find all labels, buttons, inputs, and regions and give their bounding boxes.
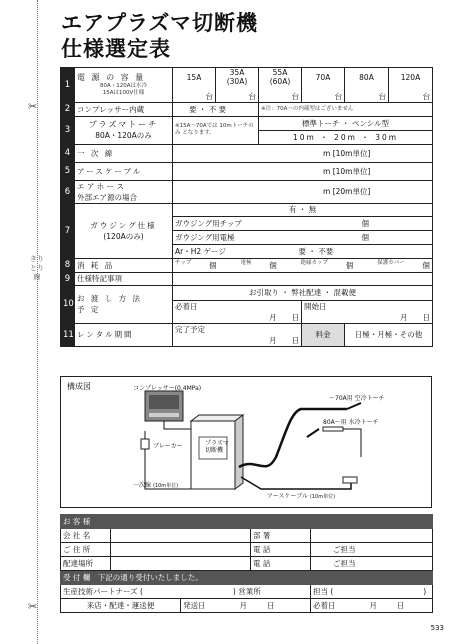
row-label: コンプレッサー内蔵 (75, 102, 173, 116)
spec-table (60, 67, 433, 347)
arrive-date-field[interactable]: 必着日 月 日 (311, 599, 433, 613)
start-date-field[interactable]: 開始日 月 日 (302, 300, 433, 323)
scissors-icon: ✂ (28, 100, 38, 113)
amp-15: 15A (173, 68, 216, 87)
row-label: アースケーブル (75, 162, 173, 180)
earth-cable-field[interactable]: m [10m単位] (173, 162, 433, 180)
dept-field[interactable] (311, 529, 433, 543)
page-number: 533 (430, 624, 444, 632)
row-label: プラズマトーチ 80A・120Aのみ (75, 116, 173, 144)
staff-field[interactable]: 担当 ( ) (311, 585, 433, 599)
row-number: 3 (61, 116, 75, 144)
primary-line-field[interactable]: m [10m単位] (173, 144, 433, 162)
cut-margin (0, 0, 43, 644)
phone-label: 電 話 (251, 543, 311, 557)
row-number: 6 (61, 180, 75, 203)
torch-note: ※15A～70Aでは 10mトーチのみ となります。 (173, 116, 259, 144)
gauge-label: Ar・H2 ゲージ (173, 244, 259, 258)
air-torch-label: ～70A用 空冷トーチ (329, 395, 385, 402)
torch-type-choice[interactable]: 標準トーチ ・ ペンシル型 (259, 116, 433, 130)
unit-field[interactable]: 台 (216, 86, 259, 102)
air-torch-head (347, 403, 361, 409)
row-label: 電 源 の 容 量 80A・120Aは水冷 15Aは100V仕様 (75, 68, 173, 103)
water-torch-label: 80A～用 水冷トーチ (323, 419, 379, 426)
cut-label: きりとり線 (30, 255, 44, 281)
amp-35: 35A (30A) (216, 68, 259, 87)
water-torch-head (307, 429, 319, 437)
contact-field[interactable]: ご担当 (311, 543, 433, 557)
row-number: 7 (61, 203, 75, 258)
amp-55: 55A (60A) (259, 68, 302, 87)
configuration-diagram (60, 376, 432, 508)
row-number: 10 (61, 285, 75, 323)
row-number: 5 (61, 162, 75, 180)
consumables-field[interactable]: チップ 個 電極 個 絶縁カップ 個 保護カバー 個 (173, 258, 433, 272)
row-label: ガウジング仕様 (120Aのみ) (75, 203, 173, 258)
diagram-title: 構成図 (67, 382, 91, 391)
customer-header: お 客 様 (61, 515, 433, 529)
row-label: 消 耗 品 (75, 258, 173, 272)
visit-choice[interactable]: 来店・配達・運送便 (61, 599, 181, 613)
dept-label: 部 署 (251, 529, 311, 543)
end-date-field[interactable]: 完了予定 月 日 (173, 323, 302, 346)
row-label: 仕様特記事項 (75, 272, 173, 285)
contact-field[interactable]: ご担当 (311, 557, 433, 571)
unit-field[interactable]: 台 (389, 86, 433, 102)
earth-cable-label: アースケーブル (10m単位) (267, 493, 336, 500)
gauge-choice[interactable]: 要 ・ 不要 (259, 244, 433, 258)
cut-line (37, 0, 38, 644)
amp-120: 120A (389, 68, 433, 87)
row-label: 一 次 線 (75, 144, 173, 162)
gouging-electrode-field[interactable]: 個 (302, 230, 433, 244)
gouging-chip-label: ガウジング用チップ (173, 216, 302, 230)
reception-header: 受 付 欄 下記の通り受付いたしました。 (61, 571, 433, 585)
gouging-electrode-label: ガウジング用電極 (173, 230, 302, 244)
water-torch-hose (323, 427, 343, 431)
amp-70: 70A (302, 68, 345, 87)
scissors-icon: ✂ (28, 600, 38, 613)
row-label: レンタル期間 (75, 323, 173, 346)
address-field[interactable] (111, 543, 251, 557)
row-number: 11 (61, 323, 75, 346)
breaker-shape (141, 439, 149, 449)
row-number: 1 (61, 68, 75, 103)
compressor-choice[interactable]: 要 ・ 不 要 (173, 102, 259, 116)
compressor-label: コンプレッサー(0.4MPa) (133, 385, 202, 392)
address-label: ご 住 所 (61, 543, 111, 557)
air-hose-field[interactable]: m [20m単位] (173, 180, 433, 203)
row-number: 8 (61, 258, 75, 272)
machine-top (191, 415, 243, 421)
ship-date-field[interactable]: 発送日 月 日 (181, 599, 311, 613)
row-label: エ ア ホ ー ス 外部エア源の場合 (75, 180, 173, 203)
row-number: 2 (61, 102, 75, 116)
unit-field[interactable]: 台 (302, 86, 345, 102)
delivery-label: 配達場所 (61, 557, 111, 571)
compressor-panel (149, 395, 179, 409)
earth-cable (241, 477, 351, 489)
unit-field[interactable]: 台 (259, 86, 302, 102)
due-date-field[interactable]: 必着日 月 日 (173, 300, 302, 323)
row-label: お 渡 し 方 法 予 定 (75, 285, 173, 323)
compressor-base (149, 413, 179, 417)
delivery-field[interactable] (111, 557, 251, 571)
fee-label: 料金 (302, 323, 345, 346)
gouging-choice[interactable]: 有 ・ 無 (173, 203, 433, 216)
gouging-chip-field[interactable]: 個 (302, 216, 433, 230)
row-number: 9 (61, 272, 75, 285)
row-number: 4 (61, 144, 75, 162)
special-notes-field[interactable] (173, 272, 433, 285)
unit-field[interactable]: 台 (345, 86, 389, 102)
water-torch-line (343, 429, 361, 457)
machine-label: プラズマ 切断機 (205, 440, 229, 454)
partner-field[interactable]: 生産技術パートナーズ ( ) 営業所 (61, 585, 311, 599)
breaker-label: ブレーカー (153, 443, 183, 450)
customer-table (60, 514, 433, 613)
company-label: 会 社 名 (61, 529, 111, 543)
page-title: エアプラズマ切断機 仕様選定表 (61, 11, 258, 61)
earth-clamp (343, 477, 357, 483)
phone-label: 電 話 (251, 557, 311, 571)
company-field[interactable] (111, 529, 251, 543)
unit-field[interactable]: 台 (173, 86, 216, 102)
primary-label: 一次線 (10m単位) (133, 482, 179, 489)
compressor-note: ※注：70A～の内蔵型はございません (259, 102, 433, 116)
amp-80: 80A (345, 68, 389, 87)
delivery-method-choice[interactable]: お引取り ・ 弊社配達 ・ 混載便 (173, 285, 433, 300)
fee-choice[interactable]: 日極・月極・その他 (345, 323, 433, 346)
torch-length-choice[interactable]: 10m ・ 20m ・ 30m (259, 130, 433, 144)
